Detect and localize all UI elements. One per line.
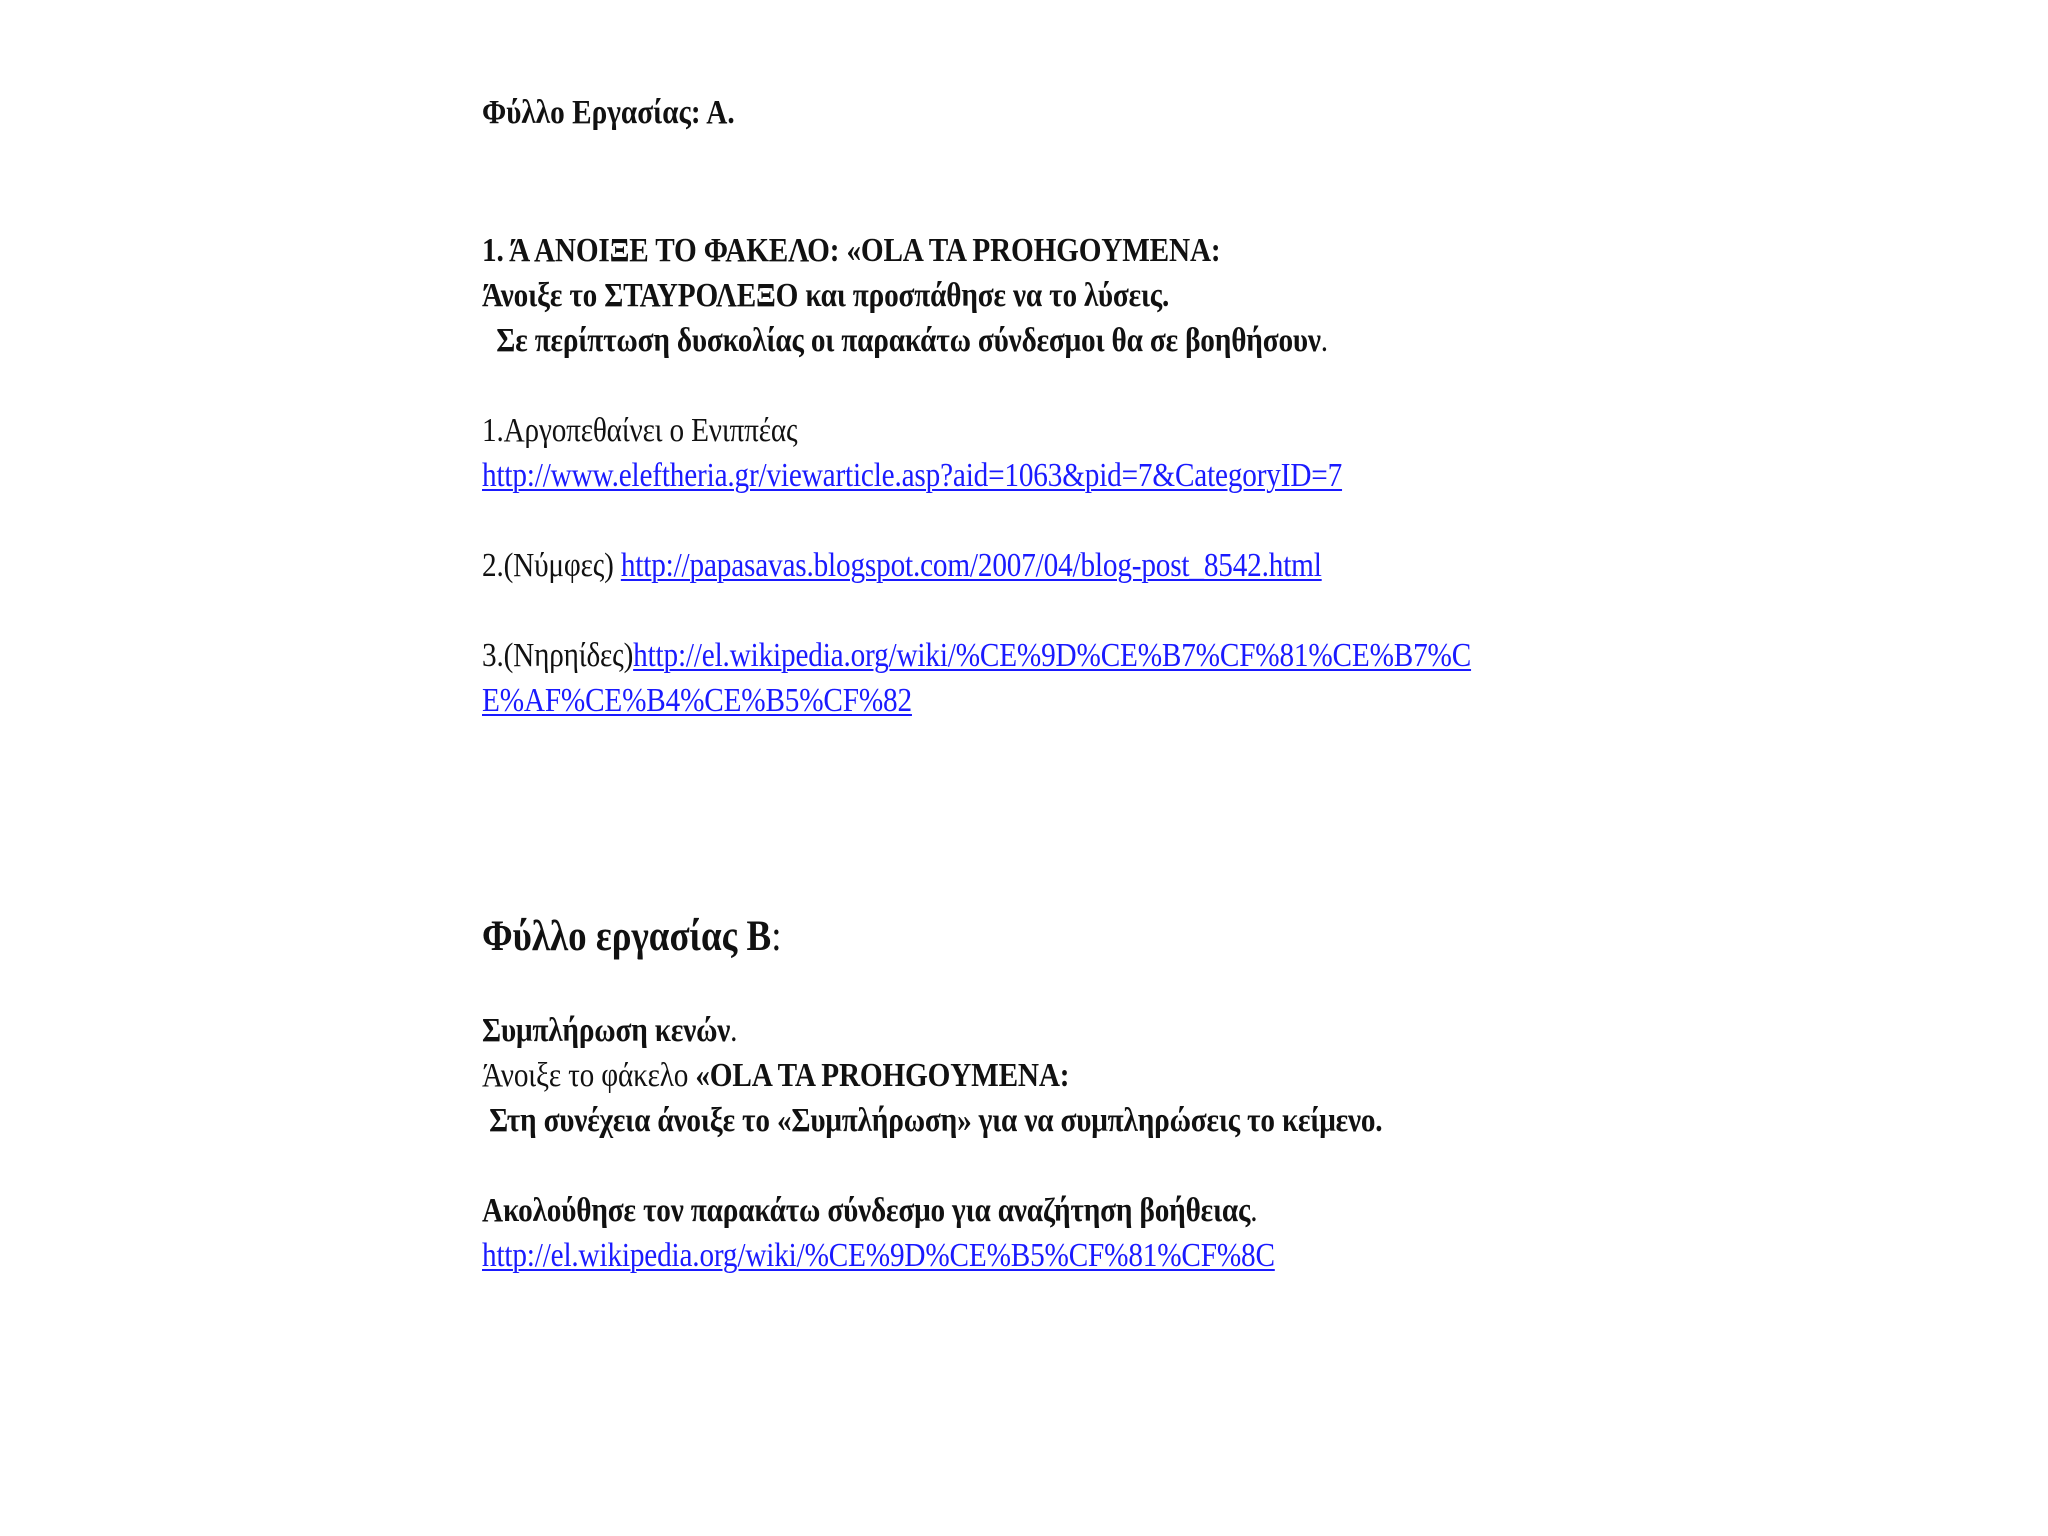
- fill-instruction: Στη συνέχεια άνοιξε το «Συμπλήρωση» για να συμπληρώσεις το κείμενο.: [489, 1102, 1383, 1139]
- help-text: Ακολούθησε τον παρακάτω σύνδεσμο για αναζήτηση βοήθειας: [482, 1192, 1251, 1229]
- step-heading: 1. Ά ΑΝΟΙΞΕ ΤΟ ΦΑΚΕΛΟ: «OLA TA PROHGOYMENA:: [482, 232, 1221, 269]
- help-period: .: [1250, 1192, 1258, 1229]
- fill-instruction-line: [482, 1098, 1462, 1143]
- help-link[interactable]: http://el.wikipedia.org/wiki/%CE%9D%CE%B5%CF%81%CF%8C: [482, 1237, 1275, 1274]
- subtitle: Συμπλήρωση κενών: [482, 1012, 731, 1049]
- open-folder-prefix: Άνοιξε το φάκελο: [482, 1057, 696, 1094]
- spacer: [482, 588, 1462, 633]
- item-1-link-line: [482, 453, 1462, 498]
- worksheet-b-title-colon: :: [771, 913, 782, 960]
- item-2-label: 2.(Νύμφες): [482, 547, 621, 584]
- open-folder-line: [482, 1053, 1462, 1098]
- worksheet-b-body: [482, 1008, 1462, 1278]
- item-3-link-continued[interactable]: E%AF%CE%B4%CE%B5%CF%82: [482, 682, 912, 719]
- item-1-label: 1.Αργοπεθαίνει ο Ενιππέας: [482, 412, 798, 449]
- worksheet-a-title: Φύλλο Εργασίας: Α.: [482, 94, 735, 131]
- item-3-line: [482, 633, 1472, 678]
- worksheet-b-title: Φύλλο εργασίας Β: [482, 913, 772, 960]
- spacer: [482, 498, 1462, 543]
- instruction-help-period: .: [1320, 322, 1328, 359]
- help-line: [482, 1188, 1462, 1233]
- open-folder-name: «OLA TA PROHGOYMENA:: [695, 1057, 1070, 1094]
- item-2-link[interactable]: http://papasavas.blogspot.com/2007/04/blog-post_8542.html: [620, 547, 1322, 584]
- item-3-label: 3.(Νηρηίδες): [482, 637, 634, 674]
- subtitle-line: [482, 1008, 1462, 1053]
- spacer: [482, 1143, 1462, 1188]
- spacer: [482, 363, 1462, 408]
- item-1-link[interactable]: http://www.eleftheria.gr/viewarticle.asp?aid=1063&pid=7&CategoryID=7: [482, 457, 1343, 494]
- instruction-help-line: [482, 318, 1462, 363]
- instruction-help: Σε περίπτωση δυσκολίας οι παρακάτω σύνδεσμοι θα σε βοηθήσουν: [496, 322, 1321, 359]
- worksheet-a-body: [482, 228, 1472, 723]
- worksheet-b-title-line: [482, 912, 781, 961]
- subtitle-period: .: [730, 1012, 738, 1049]
- help-link-line: [482, 1233, 1462, 1278]
- item-3-link[interactable]: http://el.wikipedia.org/wiki/%CE%9D%CE%B7%CF%81%CE%B7%C: [633, 637, 1472, 674]
- item-3-link-continued-line: [482, 678, 1462, 723]
- instruction-crossword: Άνοιξε το ΣΤΑΥΡΟΛΕΞΟ και προσπάθησε να το λύσεις.: [482, 277, 1170, 314]
- item-2-line: [482, 543, 1462, 588]
